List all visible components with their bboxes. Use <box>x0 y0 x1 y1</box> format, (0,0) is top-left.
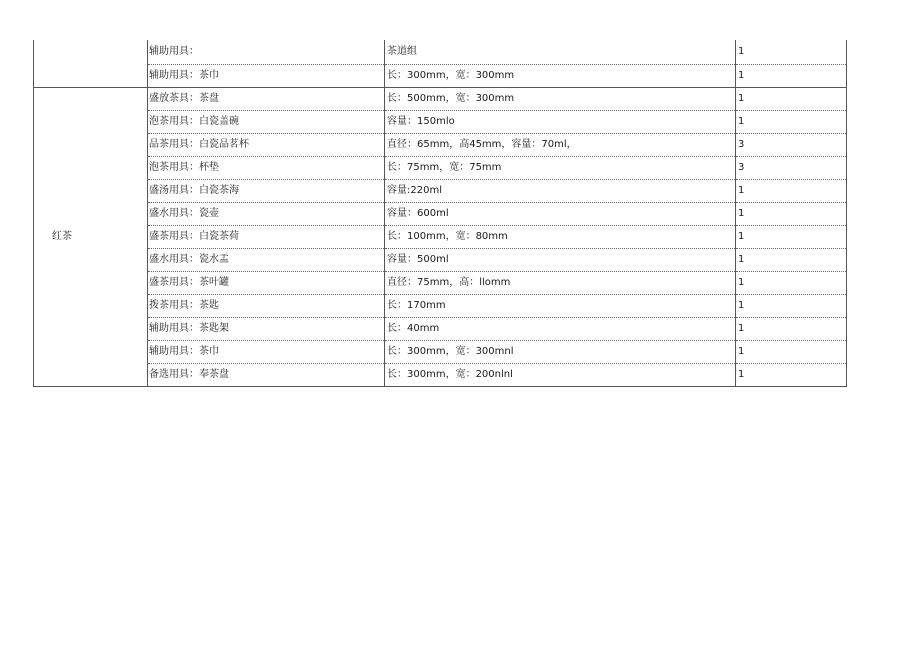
tea-equipment-table <box>33 40 847 387</box>
item-cell: 辅助用具：茶匙架 <box>148 317 385 340</box>
table-row <box>34 87 847 110</box>
spec-cell: 直径：65mm，高45mm，容量：70ml， <box>385 133 736 156</box>
spec-cell: 容量：500ml <box>385 248 736 271</box>
category-cell <box>34 40 148 87</box>
table-row <box>34 340 847 363</box>
item-cell: 泡茶用具：白瓷盖碗 <box>148 110 385 133</box>
qty-cell: 1 <box>736 317 847 340</box>
item-cell: 盛水用具：瓷水盂 <box>148 248 385 271</box>
qty-cell: 1 <box>736 363 847 386</box>
spec-cell: 长：40mm <box>385 317 736 340</box>
spec-cell: 长：300mm，宽：300mnl <box>385 340 736 363</box>
item-cell: 辅助用具：茶巾 <box>148 340 385 363</box>
item-cell: 盛汤用具：白瓷茶海 <box>148 179 385 202</box>
spec-cell: 茶道组 <box>385 40 736 64</box>
table-body <box>34 40 847 386</box>
category-cell: 红茶 <box>34 87 148 386</box>
table-row <box>34 64 847 87</box>
qty-cell: 1 <box>736 202 847 225</box>
table-row <box>34 133 847 156</box>
table-row <box>34 317 847 340</box>
qty-cell: 3 <box>736 133 847 156</box>
qty-cell: 1 <box>736 294 847 317</box>
item-cell: 盛水用具：瓷壶 <box>148 202 385 225</box>
qty-cell: 1 <box>736 340 847 363</box>
table-row <box>34 202 847 225</box>
table-row <box>34 225 847 248</box>
qty-cell: 1 <box>736 40 847 64</box>
item-cell: 盛茶用具：茶叶罐 <box>148 271 385 294</box>
qty-cell: 1 <box>736 87 847 110</box>
spec-cell: 长：300mm，宽：200nlnl <box>385 363 736 386</box>
spec-cell: 长：75mm，宽：75mm <box>385 156 736 179</box>
qty-cell: 1 <box>736 225 847 248</box>
spec-cell: 容量：600ml <box>385 202 736 225</box>
table-row <box>34 179 847 202</box>
table-row <box>34 248 847 271</box>
spec-cell: 直径：75mm，高：llomm <box>385 271 736 294</box>
item-cell: 泡茶用具：杯垫 <box>148 156 385 179</box>
table-row <box>34 363 847 386</box>
spec-cell: 容量：150mlo <box>385 110 736 133</box>
table-row <box>34 294 847 317</box>
qty-cell: 1 <box>736 248 847 271</box>
table-row <box>34 40 847 64</box>
qty-cell: 1 <box>736 179 847 202</box>
item-cell: 辅助用具：茶巾 <box>148 64 385 87</box>
spec-cell: 长：500mm，宽：300mm <box>385 87 736 110</box>
qty-cell: 1 <box>736 271 847 294</box>
spec-cell: 长：170mm <box>385 294 736 317</box>
item-cell: 盛茶用具：白瓷茶荷 <box>148 225 385 248</box>
item-cell: 拨茶用具：茶匙 <box>148 294 385 317</box>
item-cell: 辅助用具： <box>148 40 385 64</box>
spec-cell: 长：300mm，宽：300mm <box>385 64 736 87</box>
table-row <box>34 156 847 179</box>
spec-cell: 长：100mm，宽：80mm <box>385 225 736 248</box>
item-cell: 备选用具：奉茶盘 <box>148 363 385 386</box>
qty-cell: 1 <box>736 110 847 133</box>
table-row <box>34 110 847 133</box>
spec-cell: 容量:220ml <box>385 179 736 202</box>
table-row <box>34 271 847 294</box>
qty-cell: 3 <box>736 156 847 179</box>
qty-cell: 1 <box>736 64 847 87</box>
item-cell: 盛放茶具：茶盘 <box>148 87 385 110</box>
item-cell: 品茶用具：白瓷品茗杯 <box>148 133 385 156</box>
